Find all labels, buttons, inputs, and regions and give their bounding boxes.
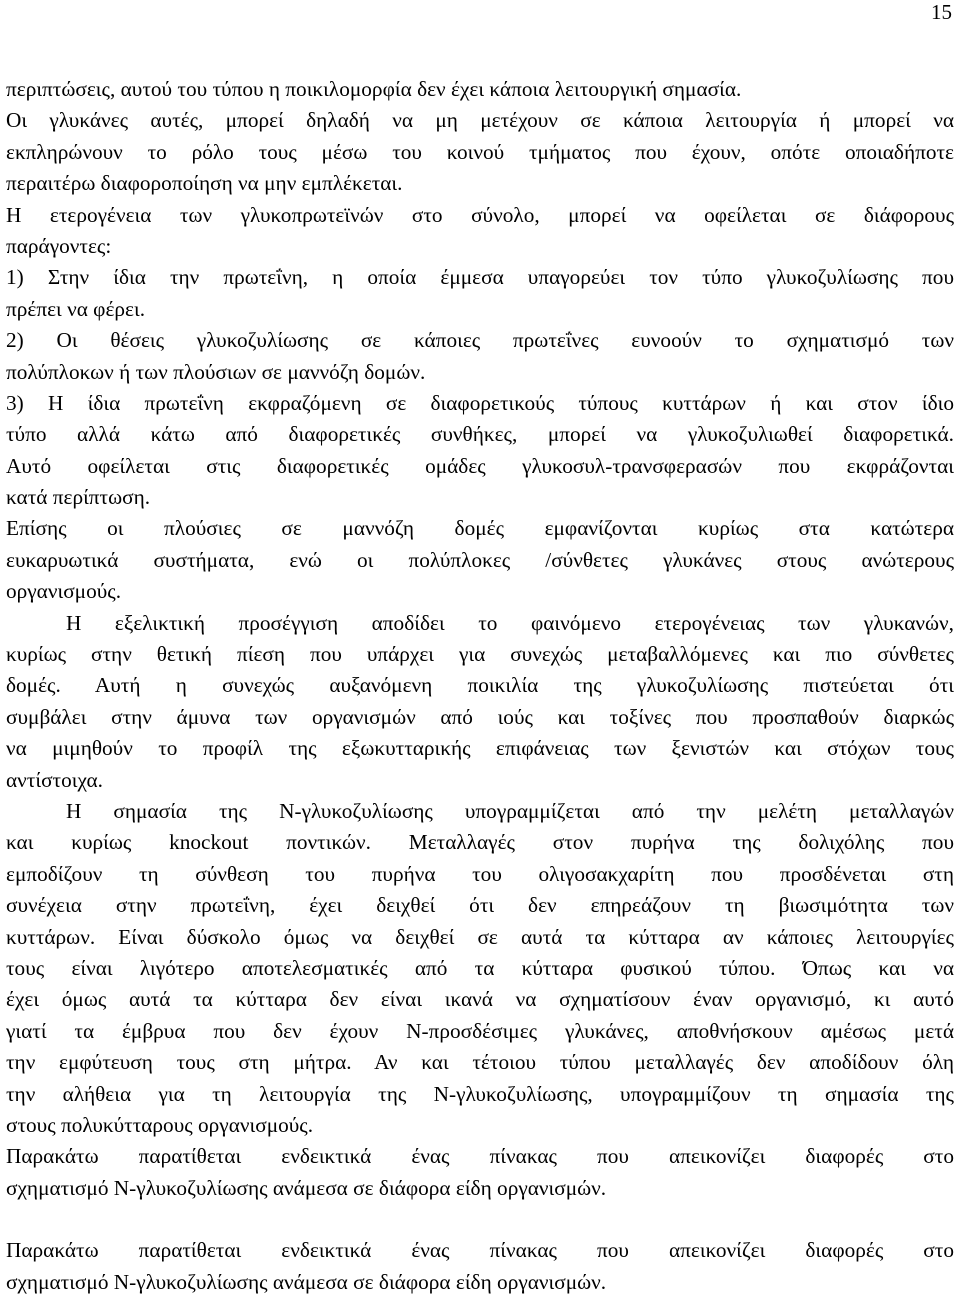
text-line: οργανισμούς. xyxy=(6,579,122,604)
text-line: πολύπλοκων ή των πλούσιων σε μαννόζη δομών. xyxy=(6,359,426,384)
text-line: Επίσης οι πλούσιες σε μαννόζη δομές εμφανίζονται κυρίως στα κατώτερα xyxy=(6,516,954,541)
text-line: τύπο αλλά κάτω από διαφορετικές συνθήκες, μπορεί να γλυκοζυλιωθεί διαφορετικά. xyxy=(6,422,954,447)
text-line: παράγοντες: xyxy=(6,233,112,258)
text-line: συνέχεια στην πρωτεΐνη, έχει δειχθεί ότι δεν επηρεάζουν τη βιωσιμότητα των xyxy=(6,893,954,918)
text-line: κυρίως στην θετική πίεση που υπάρχει για συνεχώς μεταβαλλόμενες και πιο σύνθετες xyxy=(6,642,954,667)
text-line: 2) Οι θέσεις γλυκοζυλίωσης σε κάποιες πρωτεΐνες ευνοούν το σχηματισμό των xyxy=(6,328,954,353)
text-line: κατά περίπτωση. xyxy=(6,485,151,510)
paragraph-p9 xyxy=(6,1141,954,1204)
text-line: συμβάλει στην άμυνα των οργανισμών από ιούς και τοξίνες που προσπαθούν διαρκώς xyxy=(6,704,954,729)
text-line: Παρακάτω παρατίθεται ενδεικτικά ένας πίνακας που απεικονίζει διαφορές στο xyxy=(6,1238,954,1263)
text-line: περιπτώσεις, αυτού του τύπου η ποικιλομορφία δεν έχει κάποια λειτουργική σημασία. xyxy=(6,77,742,101)
text-line: πρέπει να φέρει. xyxy=(6,296,146,321)
text-line: Η εξελικτική προσέγγιση αποδίδει το φαινόμενο ετερογένειας των γλυκανών, xyxy=(66,610,954,635)
blank-line xyxy=(6,1204,954,1235)
text-line: Η ετερογένεια των γλυκοπρωτεϊνών στο σύνολο, μπορεί να οφείλεται σε διάφορους xyxy=(6,202,954,227)
paragraph-p1 xyxy=(6,74,954,200)
text-line: κυττάρων. Είναι δύσκολο όμως να δειχθεί σε αυτά τα κύτταρα αν κάποιες λειτουργίες xyxy=(6,924,954,949)
text-line: ευκαρυωτικά συστήματα, ενώ οι πολύπλοκες /σύνθετες γλυκάνες στους ανώτερους xyxy=(6,547,954,572)
paragraph-p5 xyxy=(6,388,954,514)
text-line: αντίστοιχα. xyxy=(6,767,103,792)
text-line: σχηματισμό Ν-γλυκοζυλίωσης ανάμεσα σε διάφορα είδη οργανισμών. xyxy=(6,1175,607,1200)
paragraph-p2 xyxy=(6,200,954,263)
text-line: έχει όμως αυτά τα κύτταρα δεν είναι ικανά να σχηματίσουν έναν οργανισμό, κι αυτό xyxy=(6,987,954,1012)
text-line: δομές. Αυτή η συνεχώς αυξανόμενη ποικιλία της γλυκοζυλίωσης πιστεύεται ότι xyxy=(6,673,954,698)
text-line: 3) Η ίδια πρωτεΐνη εκφραζόμενη σε διαφορετικούς τύπους κυττάρων ή και στον ίδιο xyxy=(6,390,954,415)
document-body xyxy=(6,74,954,1298)
paragraph-p3 xyxy=(6,262,954,325)
text-line: και κυρίως knockout ποντικών. Μεταλλαγές στον πυρήνα της δολιχόλης που xyxy=(6,830,954,855)
text-line: 1) Στην ίδια την πρωτεΐνη, η οποία έμμεσα υπαγορεύει τον τύπο γλυκοζυλίωσης που xyxy=(6,265,954,290)
text-line: εμποδίζουν τη σύνθεση του πυρήνα του ολιγοσακχαρίτη που προσδένεται στη xyxy=(6,861,954,886)
paragraph-p10 xyxy=(6,1235,954,1298)
text-line: Οι γλυκάνες αυτές, μπορεί δηλαδή να μη μετέχουν σε κάποια λειτουργία ή μπορεί να xyxy=(6,108,954,133)
text-line: Παρακάτω παρατίθεται ενδεικτικά ένας πίνακας που απεικονίζει διαφορές στο xyxy=(6,1144,954,1169)
text-line: σχηματισμό Ν-γλυκοζυλίωσης ανάμεσα σε διάφορα είδη οργανισμών. xyxy=(6,1269,607,1294)
text-line: τους είναι λιγότερο αποτελεσματικές από τα κύτταρα φυσικού τύπου. Όπως και να xyxy=(6,955,954,980)
paragraph-p8 xyxy=(6,796,954,1141)
text-line: γιατί τα έμβρυα που δεν έχουν Ν-προσδέσιμες γλυκάνες, αποθνήσκουν αμέσως μετά xyxy=(6,1018,954,1043)
text-line: περαιτέρω διαφοροποίηση να μην εμπλέκεται. xyxy=(6,171,403,196)
text-line: την εμφύτευση τους στη μήτρα. Αν και τέτοιου τύπου μεταλλαγές δεν αποδίδουν όλη xyxy=(6,1050,954,1075)
paragraph-p6 xyxy=(6,513,954,607)
text-line: Αυτό οφείλεται στις διαφορετικές ομάδες γλυκοσυλ-τρανσφερασών που εκφράζονται xyxy=(6,453,954,478)
paragraph-p4 xyxy=(6,325,954,388)
text-line: εκπληρώνουν το ρόλο τους μέσω του κοινού τμήματος που έχουν, οπότε οποιαδήποτε xyxy=(6,139,954,164)
text-line: στους πολυκύτταρους οργανισμούς. xyxy=(6,1112,314,1137)
page-number: 15 xyxy=(931,0,952,24)
text-line: Η σημασία της Ν-γλυκοζυλίωσης υπογραμμίζεται από την μελέτη μεταλλαγών xyxy=(66,798,954,823)
paragraph-p7 xyxy=(6,608,954,796)
text-line: την αλήθεια για τη λειτουργία της Ν-γλυκοζυλίωσης, υπογραμμίζουν τη σημασία της xyxy=(6,1081,954,1106)
text-line: να μιμηθούν το προφίλ της εξωκυτταρικής επιφάνειας των ξενιστών και στόχων τους xyxy=(6,736,954,761)
